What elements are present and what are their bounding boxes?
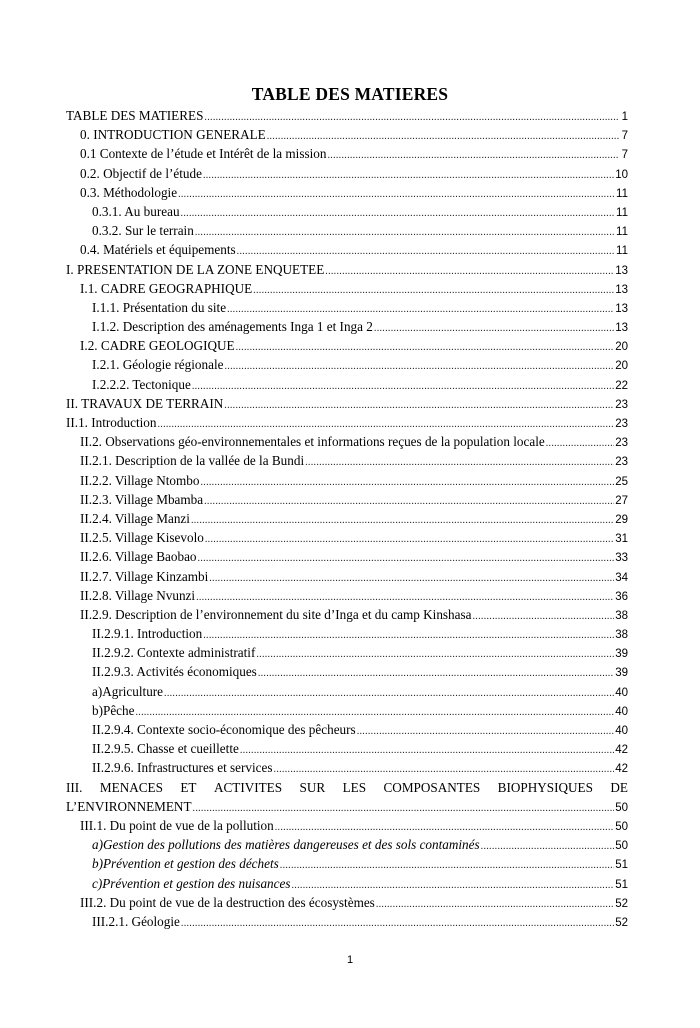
toc-leader-dots — [204, 492, 614, 509]
toc-entry[interactable] — [66, 662, 628, 681]
toc-entry[interactable] — [66, 893, 628, 912]
toc-entry[interactable] — [66, 202, 628, 221]
toc-leader-dots — [164, 684, 614, 701]
toc-entry-label: I.1.1. Présentation du site — [92, 299, 227, 315]
toc-leader-dots — [178, 185, 615, 202]
toc-entries-group-after — [66, 816, 628, 931]
toc-entry-word: ET — [180, 779, 197, 795]
toc-entry[interactable] — [66, 720, 628, 739]
toc-entry-word: ACTIVITES — [213, 779, 283, 795]
toc-leader-dots — [292, 876, 615, 893]
toc-entry[interactable] — [66, 490, 628, 509]
toc-entry-label: b)Prévention et gestion des déchets — [92, 856, 279, 872]
toc-entry[interactable] — [66, 106, 628, 125]
toc-leader-dots — [198, 549, 615, 566]
toc-leader-dots — [203, 626, 614, 643]
toc-entry[interactable] — [66, 701, 628, 720]
toc-leader-dots — [258, 664, 614, 681]
toc-entry-page: 50 — [615, 840, 628, 853]
toc-leader-dots — [135, 703, 614, 720]
toc-entry[interactable] — [66, 912, 628, 931]
toc-entry-label: II.2.9. Description de l’environnement du site d’Inga et du camp Kinshasa — [80, 606, 472, 622]
toc-entry-page: 23 — [615, 418, 628, 430]
toc-entry-label: I. PRESENTATION DE LA ZONE ENQUETEE — [66, 261, 325, 277]
toc-entry[interactable] — [66, 221, 628, 240]
toc-entry-label: 0. INTRODUCTION GENERALE — [80, 127, 266, 143]
toc-leader-dots — [227, 300, 614, 317]
toc-entry-label: III.1. Du point de vue de la pollution — [80, 817, 274, 833]
toc-entry[interactable] — [66, 854, 628, 873]
toc-leader-dots — [200, 473, 614, 490]
toc-entry[interactable] — [66, 739, 628, 758]
toc-entry-wrapped[interactable] — [66, 778, 628, 816]
toc-entry-label: L’ENVIRONNEMENT — [66, 798, 192, 814]
toc-leader-dots — [357, 722, 615, 739]
toc-entry[interactable] — [66, 547, 628, 566]
toc-entry[interactable] — [66, 624, 628, 643]
toc-leader-dots — [240, 741, 614, 758]
toc-entry[interactable] — [66, 835, 628, 854]
toc-leader-dots — [224, 357, 614, 374]
toc-entry-label: TABLE DES MATIERES — [66, 108, 204, 123]
toc-entry-label: 0.3. Méthodologie — [80, 184, 178, 200]
toc-entry-page: 50 — [615, 801, 628, 814]
toc-entry-page: 27 — [615, 494, 628, 507]
toc-entry-label: II.2.4. Village Manzi — [80, 510, 190, 526]
toc-entry-label: II.2.6. Village Baobao — [80, 549, 197, 565]
toc-entry-page: 38 — [615, 629, 628, 642]
toc-entry-label: II.1. Introduction — [66, 415, 157, 430]
toc-entry-page: 13 — [615, 264, 628, 277]
toc-leader-dots — [256, 645, 614, 662]
toc-entry-page: 39 — [615, 648, 628, 661]
toc-entry-page: 40 — [615, 725, 628, 737]
toc-entry-page: 23 — [615, 456, 628, 469]
toc-entry[interactable] — [66, 144, 628, 163]
toc-entry-label: b)Pêche — [92, 702, 135, 718]
toc-leader-dots — [195, 223, 615, 240]
toc-entry-label: c)Prévention et gestion des nuisances — [92, 875, 291, 891]
toc-entry-page: 31 — [615, 533, 628, 546]
toc-entry-page: 40 — [615, 705, 628, 718]
toc-entry-page: 51 — [615, 859, 628, 872]
toc-entry[interactable] — [66, 528, 628, 547]
toc-entry-label: II.2.5. Village Kisevolo — [80, 530, 204, 546]
toc-entry-label: I.2.2.2. Tectonique — [92, 376, 191, 392]
toc-leader-dots — [203, 166, 614, 183]
toc-entry-page: 42 — [615, 744, 628, 757]
toc-entry-page: 50 — [615, 820, 628, 833]
toc-entry-page: 11 — [616, 206, 628, 219]
toc-entry-page: 36 — [615, 590, 628, 603]
toc-entry-label: 0.2. Objectif de l’étude — [80, 165, 202, 181]
toc-entry-page: 51 — [615, 878, 628, 891]
toc-leader-dots — [204, 108, 619, 125]
page-number: 1 — [346, 954, 354, 966]
toc-entry-label: I.1.2. Description des aménagements Inga 1 et Inga 2 — [92, 319, 373, 335]
toc-entry-page: 33 — [615, 552, 628, 565]
toc-entry-label: II.2.1. Description de la vallée de la Bundi — [80, 453, 305, 469]
toc-entry-label: II. TRAVAUX DE TERRAIN — [66, 395, 224, 411]
toc-entry-label: II.2. Observations géo-environnementales et informations reçues de la population locale — [80, 434, 545, 450]
toc-leader-dots — [181, 204, 616, 221]
toc-entry-page: 38 — [615, 609, 628, 622]
toc-entry[interactable] — [66, 164, 628, 183]
toc-entry-label: II.2.9.5. Chasse et cueillette — [92, 741, 239, 757]
toc-entry-page: 23 — [615, 437, 628, 450]
toc-entry-page: 29 — [615, 513, 628, 526]
toc-entry-label: II.2.8. Village Nvunzi — [80, 587, 196, 603]
table-of-contents — [66, 106, 628, 931]
toc-entry[interactable] — [66, 298, 628, 317]
toc-entry[interactable] — [66, 317, 628, 336]
toc-entry-label: 0.1 Contexte de l’étude et Intérêt de la mission — [80, 146, 327, 162]
toc-entry-page: 52 — [615, 897, 628, 910]
toc-entry-page: 52 — [615, 916, 628, 929]
toc-entry[interactable] — [66, 451, 628, 470]
toc-entry[interactable] — [66, 758, 628, 777]
toc-entry-label: II.2.9.6. Infrastructures et services — [92, 760, 273, 776]
toc-entry-page: 40 — [615, 686, 628, 699]
toc-leader-dots — [205, 530, 614, 547]
toc-entry[interactable] — [66, 471, 628, 490]
toc-entry-page: 13 — [615, 283, 628, 296]
toc-entry-page: 7 — [621, 149, 628, 162]
toc-entry-label: I.1. CADRE GEOGRAPHIQUE — [80, 280, 253, 296]
toc-entry-label: II.2.3. Village Mbamba — [80, 491, 204, 507]
toc-entry[interactable] — [66, 355, 628, 374]
toc-entry-word: COMPOSANTES — [383, 779, 481, 795]
toc-leader-dots — [325, 262, 614, 279]
toc-entry[interactable] — [66, 336, 628, 355]
toc-entry-label: II.2.9.3. Activités économiques — [92, 664, 257, 680]
toc-leader-dots — [237, 242, 615, 259]
toc-entry-page: 34 — [615, 571, 628, 584]
toc-entry-page: 11 — [616, 187, 628, 200]
toc-entry-page: 7 — [621, 130, 628, 143]
toc-entry-label: a)Gestion des pollutions des matières dangereuses et des sols contaminés — [92, 837, 480, 853]
toc-entry[interactable] — [66, 413, 628, 432]
toc-leader-dots — [376, 895, 614, 912]
toc-leader-dots — [181, 914, 614, 931]
toc-entry-page: 20 — [615, 360, 628, 373]
toc-entry-word: SUR — [299, 779, 326, 795]
toc-leader-dots — [481, 837, 615, 854]
toc-entry[interactable] — [66, 432, 628, 451]
toc-entry-wrapped-first-line — [66, 778, 628, 797]
toc-entry[interactable] — [66, 183, 628, 202]
toc-leader-dots — [327, 146, 619, 163]
toc-entry[interactable] — [66, 682, 628, 701]
toc-leader-dots — [280, 856, 614, 873]
toc-leader-dots — [275, 818, 614, 835]
toc-entry-page: 39 — [615, 667, 628, 680]
toc-entry-label: 0.4. Matériels et équipements — [80, 242, 236, 258]
toc-entry-page: 11 — [616, 245, 628, 258]
toc-leader-dots — [253, 281, 614, 298]
toc-entry[interactable] — [66, 567, 628, 586]
toc-entry-word: BIOPHYSIQUES — [497, 779, 593, 795]
toc-entry-label: a)Agriculture — [92, 683, 164, 699]
toc-entry-page: 20 — [615, 341, 628, 354]
toc-entry[interactable] — [66, 816, 628, 835]
toc-entry[interactable] — [66, 643, 628, 662]
toc-entry[interactable] — [66, 279, 628, 298]
toc-entry-word: MENACES — [99, 779, 163, 795]
toc-leader-dots — [473, 607, 615, 624]
toc-leader-dots — [267, 127, 619, 144]
toc-entry[interactable] — [66, 586, 628, 605]
toc-entry-label: I.2. CADRE GEOLOGIQUE — [80, 338, 235, 354]
toc-entry[interactable] — [66, 509, 628, 528]
toc-entry[interactable] — [66, 874, 628, 893]
toc-entry[interactable] — [66, 125, 628, 144]
toc-leader-dots — [209, 569, 614, 586]
toc-entry-label: II.2.9.4. Contexte socio-économique des pêcheurs — [92, 722, 356, 737]
toc-entry-word: LES — [342, 779, 367, 795]
toc-leader-dots — [191, 511, 614, 528]
toc-entry-label: III.2. Du point de vue de la destruction des écosystèmes — [80, 894, 375, 910]
toc-leader-dots — [224, 396, 614, 413]
toc-leader-dots — [157, 415, 614, 432]
toc-entry-label: III.2.1. Géologie — [92, 913, 180, 929]
toc-entry-page: 10 — [615, 168, 628, 181]
toc-leader-dots — [546, 434, 614, 451]
toc-leader-dots — [236, 338, 615, 355]
toc-entry[interactable] — [66, 375, 628, 394]
toc-leader-dots — [374, 319, 614, 336]
toc-entry[interactable] — [66, 394, 628, 413]
toc-leader-dots — [274, 760, 615, 777]
toc-entry-label: 0.3.2. Sur le terrain — [92, 223, 194, 239]
toc-entry-page: 22 — [615, 379, 628, 392]
toc-entry-label: II.2.7. Village Kinzambi — [80, 568, 209, 584]
toc-entry[interactable] — [66, 240, 628, 259]
toc-leader-dots — [196, 588, 614, 605]
toc-entry-page: 13 — [615, 322, 628, 335]
toc-entry-label: II.2.9.1. Introduction — [92, 626, 203, 642]
toc-leader-dots — [305, 453, 614, 470]
toc-entry-page: 13 — [615, 302, 628, 315]
toc-entry-page: 25 — [615, 475, 628, 488]
toc-entries-group — [66, 106, 628, 778]
toc-entry-label: II.2.9.2. Contexte administratif — [92, 645, 256, 661]
toc-entry-word: DE — [610, 779, 628, 795]
toc-leader-dots — [193, 799, 615, 816]
toc-entry[interactable] — [66, 605, 628, 624]
toc-leader-dots — [192, 377, 614, 394]
toc-entry-word: III. — [66, 779, 83, 795]
toc-entry[interactable] — [66, 260, 628, 279]
toc-entry-label: 0.3.1. Au bureau — [92, 203, 180, 219]
toc-entry-label: II.2.2. Village Ntombo — [80, 472, 200, 488]
toc-entry-page: 23 — [615, 398, 628, 411]
toc-entry-label: I.2.1. Géologie régionale — [92, 357, 224, 373]
toc-entry-page: 11 — [616, 226, 628, 239]
toc-entry-page: 1 — [621, 111, 628, 123]
toc-entry-page: 42 — [615, 763, 628, 776]
toc-title: TABLE DES MATIERES — [251, 84, 449, 104]
